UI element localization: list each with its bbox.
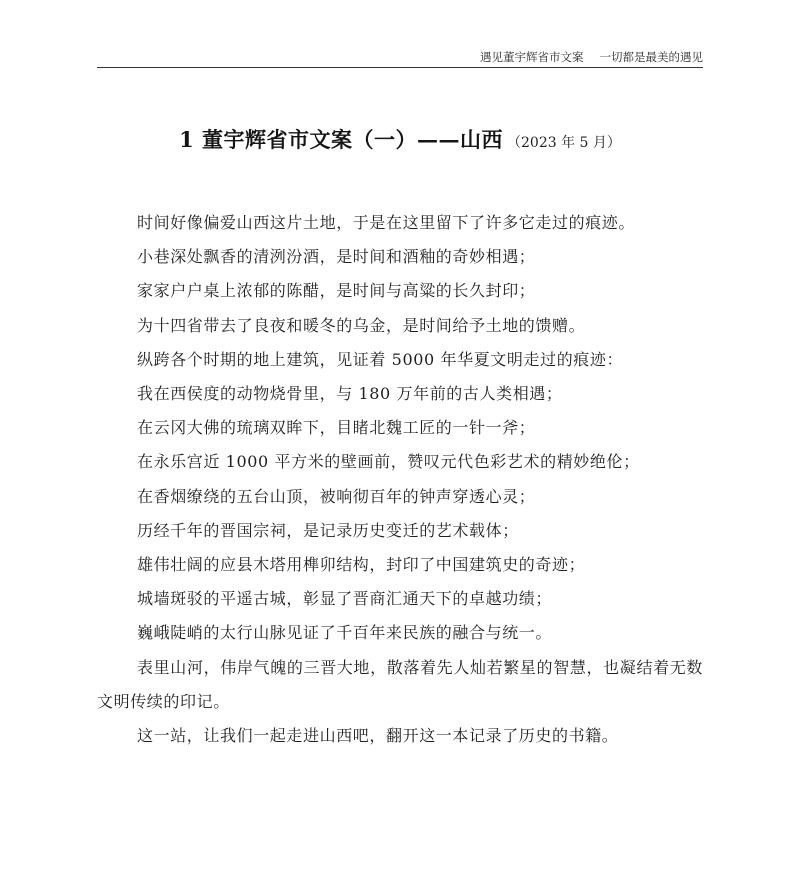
paragraph: 雄伟壮阔的应县木塔用榫卯结构，封印了中国建筑史的奇迹；	[137, 555, 586, 575]
header-tagline: 一切都是最美的遇见	[599, 50, 703, 64]
paragraph: 小巷深处飘香的清洌汾酒，是时间和酒釉的奇妙相遇；	[137, 247, 536, 267]
chapter-date: （2023 年 5 月）	[507, 135, 621, 151]
paragraph: 我在西侯度的动物烧骨里，与 180 万年前的古人类相遇；	[137, 384, 563, 404]
paragraph: 历经千年的晋国宗祠，是记录历史变迁的艺术载体；	[137, 520, 519, 540]
body-text	[97, 206, 703, 753]
paragraph: 在香烟缭绕的五台山顶，被响彻百年的钟声穿透心灵；	[137, 486, 536, 506]
paragraph: 城墙斑驳的平遥古城，彰显了晋商汇通天下的卓越功绩；	[137, 589, 553, 609]
paragraph: 时间好像偏爱山西这片土地，于是在这里留下了许多它走过的痕迹。	[137, 213, 636, 232]
paragraph: 表里山河，伟岸气魄的三晋大地，散落着先人灿若繁星的智慧，也凝结着无数文明传续的印记。	[97, 657, 703, 711]
running-header	[97, 50, 703, 68]
paragraph: 家家户户桌上浓郁的陈醋，是时间与高粱的长久封印；	[137, 281, 536, 301]
header-book-title: 遇见董宇辉省市文案	[480, 50, 584, 64]
chapter-title	[0, 124, 800, 159]
paragraph: 这一站，让我们一起走进山西吧，翻开这一本记录了历史的书籍。	[137, 726, 619, 746]
paragraph: 在云冈大佛的琉璃双眸下，目睹北魏工匠的一针一斧；	[137, 418, 536, 438]
paragraph: 纵跨各个时期的地上建筑，见证着 5000 年华夏文明走过的痕迹：	[137, 349, 624, 369]
chapter-title-text: 1 董宇辉省市文案（一）——山西	[179, 127, 504, 152]
paragraph: 为十四省带去了良夜和暖冬的乌金，是时间给予土地的馈赠。	[137, 315, 586, 335]
paragraph: 巍峨陡峭的太行山脉见证了千百年来民族的融合与统一。	[137, 623, 553, 643]
paragraph: 在永乐宫近 1000 平方米的壁画前，赞叹元代色彩艺术的精妙绝伦；	[137, 452, 640, 472]
